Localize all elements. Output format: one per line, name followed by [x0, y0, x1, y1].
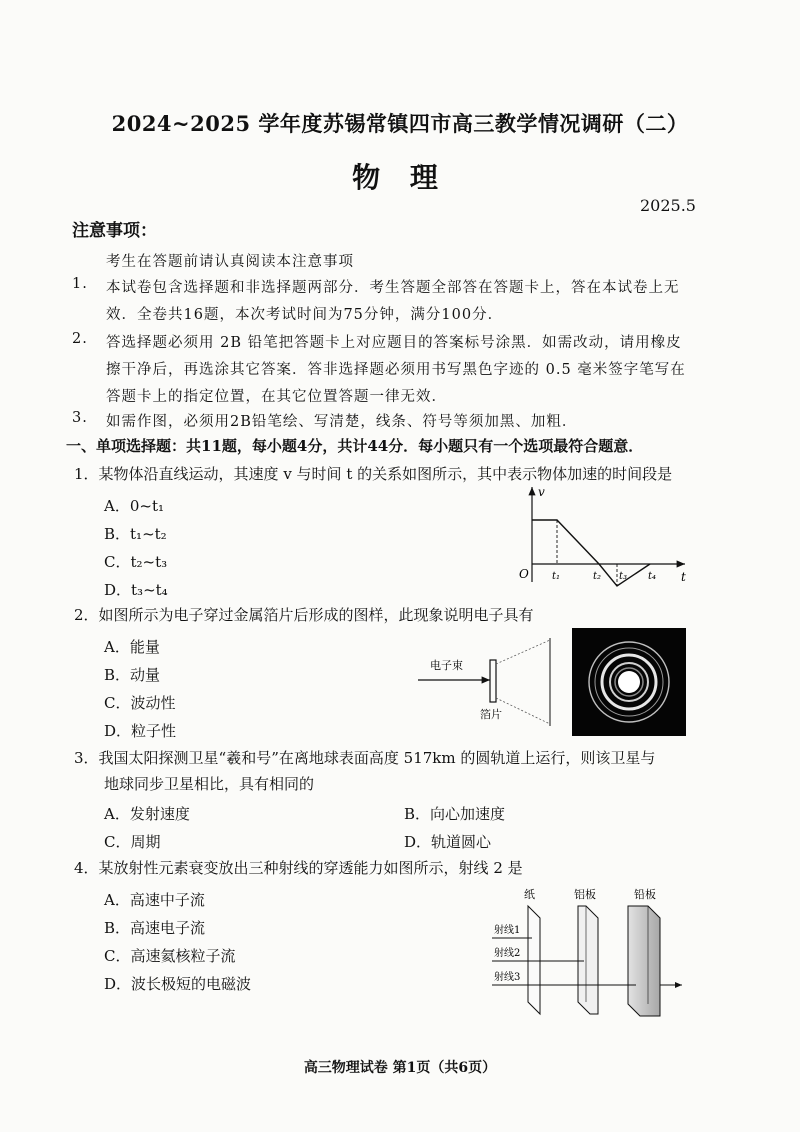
q2-option-d: D．粒子性 [104, 722, 177, 740]
label-origin: O [519, 567, 529, 581]
label-t2: t₂ [593, 571, 602, 582]
ray-2-label: 射线2 [494, 948, 521, 959]
notice-heading: 注意事项： [72, 221, 157, 241]
q2-option-c: C．波动性 [104, 694, 176, 712]
lead-block [628, 906, 660, 1016]
label-t4: t₄ [648, 571, 657, 582]
electron-beam-label: 电子束 [430, 659, 463, 672]
question-4-stem: 4．某放射性元素衰变放出三种射线的穿透能力如图所示，射线 2 是 [74, 859, 523, 877]
q4-option-d: D．波长极短的电磁波 [104, 975, 252, 993]
velocity-time-graph [505, 482, 695, 592]
paper-sheet [528, 906, 540, 1014]
exam-title: 2024~2025 学年度苏锡常镇四市高三教学情况调研（二） [111, 111, 689, 136]
label-v: v [538, 485, 545, 499]
notice-intro: 考生在答题前请认真阅读本注意事项 [106, 254, 354, 270]
exam-date: 2025.5 [640, 196, 696, 215]
section-heading: 一、单项选择题：共11题，每小题4分，共计44分．每小题只有一个选项最符合题意． [66, 437, 644, 455]
spread-line-bottom [496, 698, 550, 724]
notice-number: 2. [72, 331, 88, 347]
ray-3-label: 射线3 [494, 972, 521, 983]
notice-number: 3. [72, 410, 88, 426]
label-t1: t₁ [552, 571, 561, 582]
page-footer: 高三物理试卷 第1页（共6页） [303, 1060, 497, 1076]
paper-label: 纸 [524, 888, 535, 901]
electron-beam-diagram [410, 632, 560, 732]
notice-line: 如需作图，必须用2B铅笔绘、写清楚，线条、符号等须加黑、加粗． [106, 414, 578, 430]
central-spot [618, 671, 640, 693]
q1-option-c: C．t₂~t₃ [104, 553, 168, 571]
lead-label: 铅板 [634, 888, 656, 901]
q3-option-a: A．发射速度 [104, 805, 190, 823]
label-t: t [681, 570, 686, 584]
metal-foil [490, 660, 496, 702]
q2-option-b: B．动量 [104, 666, 161, 684]
q1-option-a: A．0~t₁ [104, 497, 164, 515]
foil-label: 箔片 [480, 708, 502, 721]
aluminum-plate [578, 906, 598, 1014]
notice-line: 擦干净后，再选涂其它答案．答非选择题必须用书写黑色字迹的 0.5 毫米签字笔写在 [106, 362, 686, 378]
notice-line: 本试卷包含选择题和非选择题两部分．考生答题全部答在答题卡上，答在本试卷上无 [106, 280, 680, 296]
notice-line: 效．全卷共16题，本次考试时间为75分钟，满分100分． [106, 307, 504, 323]
aluminum-label: 铝板 [574, 888, 596, 901]
ray-1-label: 射线1 [494, 925, 521, 936]
q4-option-c: C．高速氦核粒子流 [104, 947, 236, 965]
q1-option-b: B．t₁~t₂ [104, 525, 167, 543]
question-3-stem-line-2: 地球同步卫星相比，具有相同的 [104, 775, 315, 793]
q1-option-d: D．t₃~t₄ [104, 581, 168, 599]
q3-option-c: C．周期 [104, 833, 161, 851]
question-3-stem-line-1: 3．我国太阳探测卫星“羲和号”在离地球表面高度 517km 的圆轨道上运行，则该卫星与 [74, 749, 656, 767]
question-1-stem: 1．某物体沿直线运动，其速度 v 与时间 t 的关系如图所示，其中表示物体加速的时间段是 [74, 465, 673, 483]
q3-option-b: B．向心加速度 [404, 805, 506, 823]
subject-title: 物 理 [352, 161, 448, 194]
notice-line: 答题卡上的指定位置，在其它位置答题一律无效． [106, 389, 447, 405]
notice-number: 1. [72, 276, 88, 292]
velocity-curve [532, 520, 650, 586]
diffraction-pattern-image [572, 628, 686, 736]
q4-option-b: B．高速电子流 [104, 919, 206, 937]
spread-line-top [496, 640, 550, 664]
radiation-penetration-diagram [486, 884, 686, 1022]
question-2-stem: 2．如图所示为电子穿过金属箔片后形成的图样，此现象说明电子具有 [74, 606, 534, 624]
label-t3: t₃ [619, 571, 628, 582]
q4-option-a: A．高速中子流 [104, 891, 205, 909]
q2-option-a: A．能量 [104, 638, 160, 656]
notice-line: 答选择题必须用 2B 铅笔把答题卡上对应题目的答案标号涂黑．如需改动，请用橡皮 [106, 335, 682, 351]
q3-option-d: D．轨道圆心 [404, 833, 492, 851]
